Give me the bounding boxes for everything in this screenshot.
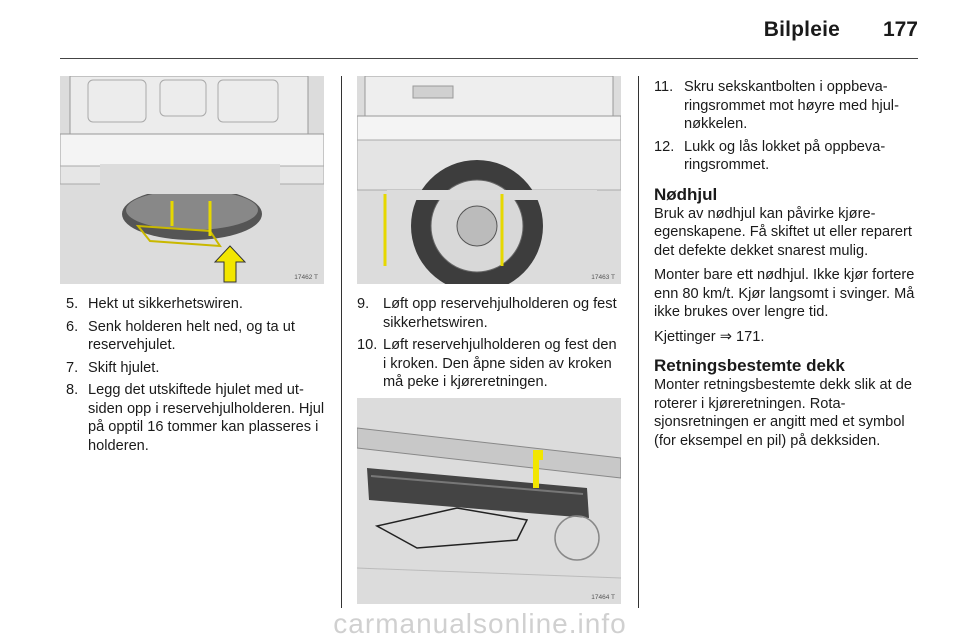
list-item: 9. Løft opp reservehjulholderen og fest sikkerhetswiren.	[357, 296, 617, 331]
section-title: Retningsbestemte dekk	[654, 356, 845, 375]
column-divider-2	[638, 76, 639, 608]
list-item: 7. Skift hjulet.	[66, 359, 160, 376]
steps-list-col3	[654, 78, 920, 175]
section-title: Nødhjul	[654, 184, 718, 204]
figure-17463-drawing	[357, 76, 621, 284]
section-paragraph: Monter retningsbestemte dekk slik at de roterer i kjøreretningen. Rotasjonsretningen er angitt med et symbol (for eksempel en pil) på dekksiden.	[654, 377, 912, 449]
steps-list-col2	[357, 295, 621, 396]
arrow-up-icon	[213, 244, 247, 284]
watermark: carmanualsonline.info	[333, 608, 627, 639]
figure-code: 17463 T	[591, 274, 615, 281]
list-item: 8. Legg det utskiftede hjulet med utsiden opp i reservehjulholderen. Hjul på opptil 16 tommer kan plasseres i holderen.	[66, 382, 325, 454]
figure-code: 17462 T	[294, 274, 318, 281]
steps-list-col1	[66, 295, 328, 459]
figure-17462	[60, 76, 324, 284]
figure-17462-drawing	[60, 76, 324, 284]
list-item: 10. Løft reservehjulholderen og fest den i kroken. Den åpne siden av kroken må peke i kjøreretningen.	[357, 337, 617, 390]
list-item: 6. Senk holderen helt ned, og ta ut reservehjulet.	[66, 318, 295, 353]
list-item: 11. Skru sekskantbolten i oppbevaringsrommet mot høyre med hjulnøkkelen.	[654, 79, 899, 132]
header-divider	[60, 58, 918, 59]
list-item: 5. Hekt ut sikkerhetswiren.	[66, 296, 243, 312]
figure-17463	[357, 76, 621, 284]
figure-17464	[357, 398, 621, 604]
cross-reference[interactable]: Kjettinger ⇒ 171.	[654, 328, 765, 345]
page-number: 177	[882, 18, 918, 41]
figure-17464-drawing	[357, 398, 621, 604]
section-paragraph: Monter bare ett nødhjul. Ikke kjør fortere enn 80 km/t. Kjør langsomt i svinger. Må ikke brukes over lengre tid.	[654, 267, 915, 320]
column-divider-1	[341, 76, 342, 608]
section-paragraph: Bruk av nødhjul kan påvirke kjøreegenskapene. Få skiftet ut eller reparert det defekte dekket snarest mulig.	[654, 205, 912, 259]
column-3	[654, 78, 920, 456]
list-item: 12. Lukk og lås lokket på oppbevaringsrommet.	[654, 138, 886, 173]
figure-code: 17464 T	[591, 594, 615, 601]
page-title: Bilpleie	[763, 18, 840, 41]
